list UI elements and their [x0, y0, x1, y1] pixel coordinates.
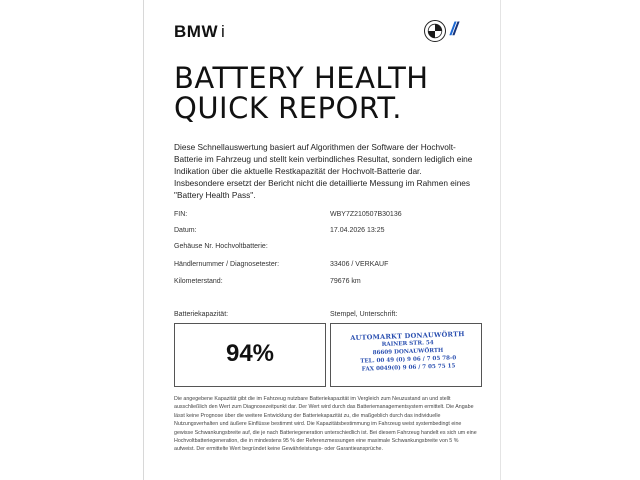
- stamp-label: Stempel, Unterschrift:: [330, 311, 398, 318]
- brand-name: BMW: [174, 22, 218, 41]
- stamp-box: [330, 323, 482, 387]
- intro-text: Diese Schnellauswertung basiert auf Algorithmen der Software der Hochvolt-Batterie im Fahrzeug und stellt kein verbindliches Resultat, sondern lediglich eine Indikation über die aktuelle Restkapazität der Hochvolt-Batterie dar. Insbesondere ersetzt der Bericht nicht die detaillierte Messung im Rahmen eines "Battery Health Pass".: [174, 142, 473, 200]
- battery-housing-label: Gehäuse Nr. Hochvoltbatterie:: [174, 243, 268, 250]
- dealer-value: 33406 / VERKAUF: [330, 261, 389, 268]
- stamp-line-1: AUTOMARKT DONAUWÖRTH: [350, 330, 465, 343]
- stamp-line-2: RAINER STR. 54: [381, 340, 434, 348]
- date-label: Datum:: [174, 227, 197, 234]
- dealer-label: Händlernummer / Diagnosetester:: [174, 261, 280, 268]
- stamp-line-5: FAX 0049(0) 9 06 / 7 05 75 15: [361, 363, 456, 373]
- bmw-roundel-icon: [424, 20, 446, 42]
- fin-value: WBY7Z210507B30136: [330, 211, 402, 218]
- title-line-2: QUICK REPORT.: [174, 91, 402, 125]
- mileage-value: 79676 km: [330, 278, 361, 285]
- page-title: [174, 63, 429, 123]
- capacity-value: 94%: [225, 340, 275, 367]
- mileage-label: Kilometerstand:: [174, 278, 223, 285]
- brand-wordmark: [174, 22, 225, 42]
- date-value: 17.04.2026 13:25: [330, 227, 385, 234]
- electric-slashes-icon: //: [450, 19, 457, 39]
- fin-label: FIN:: [174, 211, 188, 218]
- brand-suffix: i: [220, 22, 226, 41]
- stamp-line-3: 86609 DONAUWÖRTH: [372, 347, 444, 357]
- capacity-label: Batteriekapazität:: [174, 311, 229, 318]
- title-line-1: BATTERY HEALTH: [174, 61, 429, 95]
- capacity-box: [174, 323, 326, 387]
- disclaimer-text: Die angegebene Kapazität gibt die im Fahrzeug nutzbare Batteriekapazität im Vergleich zum Neuzustand an und stellt ausschließlich den Wert zum Diagnosezeitpunkt dar. Der Wert wird durch das Batteriemanagementsystem ermittelt. Die Angabe lässt keine Prognose über die weitere Entwicklung der Batteriekapazität zu, die maßgeblich durch das individuelle Nutzungsverhalten und äußere Einflüsse bestimmt wird. Die Kapazitätsbestimmung im Fahrzeug weist systembedingt eine gewisse Schwankungsbreite auf, die je nach Batteriegeneration unterschiedlich ist. Bei diesem Fahrzeug handelt es sich um eine Hochvoltbatteriegeneration, die in mindestens 95 % der Referenzmessungen eine maximale Schwankungsbreite von 5 % aufweist. Der ermittelte Wert begründet keine Gewährleistungs- oder Garantieansprüche.: [174, 396, 477, 453]
- dealer-stamp: [344, 330, 471, 374]
- stamp-line-4: TEL. 00 49 (0) 9 06 / 7 05 78-0: [360, 355, 457, 365]
